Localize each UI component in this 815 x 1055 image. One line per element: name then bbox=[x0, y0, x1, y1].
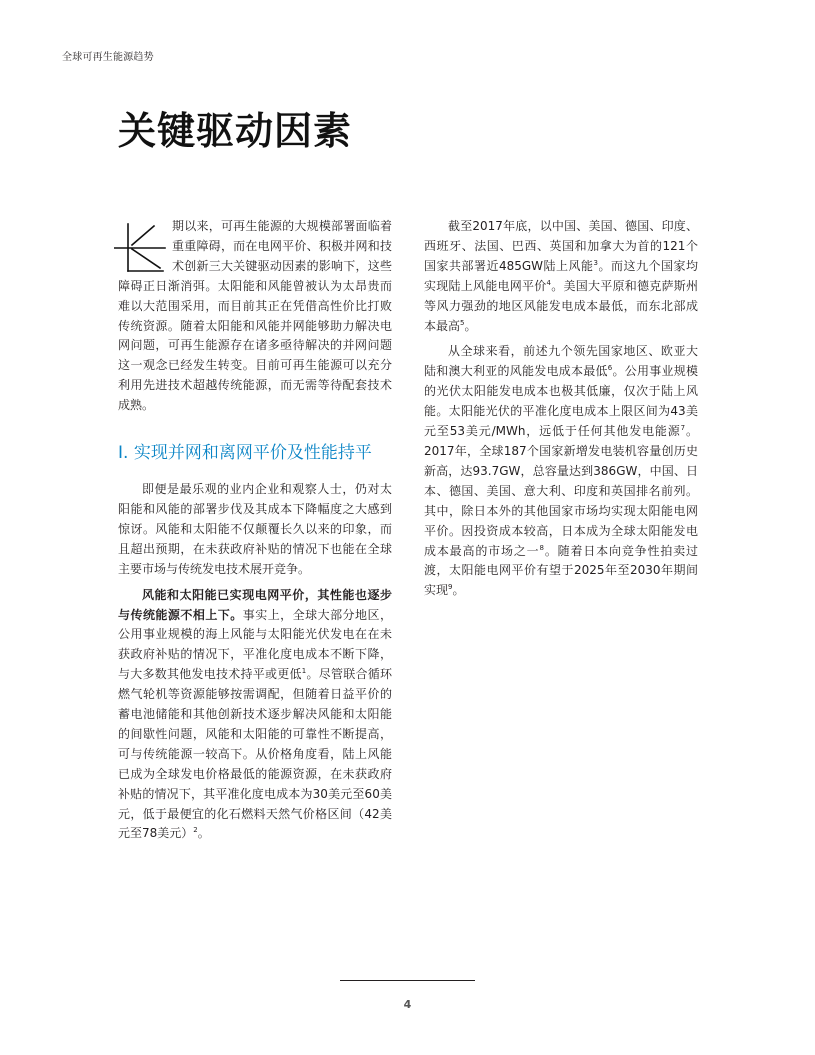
left-column bbox=[118, 217, 392, 844]
body-text: 。 bbox=[197, 826, 210, 841]
page-title: 关键驱动因素 bbox=[118, 109, 353, 153]
body-paragraph-3 bbox=[424, 217, 698, 336]
footnote-ref-8: 8 bbox=[539, 543, 544, 552]
body-text: 截至2017年底，以中国、美国、德国、印度、西班牙、法国、巴西、英国和加拿大为首的121个国家共部署近485GW陆上风能 bbox=[424, 219, 698, 273]
body-text: 。尽管联合循环燃气轮机等资源能够按需调配，但随着日益平价的蓄电池储能和其他创新技术逐步解决风能和太阳能的间歇性问题，风能和太阳能的可靠性不断提高，可与传统能源一较高下。从价格角度看，陆上风能已成为全球发电价格最低的能源资源，在未获政府补贴的情况下，其平准化度电成本为30美元至60美元，低于最便宜的化石燃料天然气价格区间（42美元至78美元） bbox=[118, 667, 392, 841]
footnote-ref-6: 6 bbox=[607, 364, 613, 373]
footnote-ref-7: 7 bbox=[680, 424, 686, 433]
footer-rule bbox=[340, 980, 475, 981]
footnote-ref-2: 2 bbox=[193, 826, 198, 835]
body-text: 。2017年，全球187个国家新增发电装机容量创历史新高，达93.7GW，总容量达到386GW，中国、日本、德国、美国、意大利、印度和英国排名前列。其中，除日本外的其他国家市场均实现太阳能电网平价。因投资成本较高，日本成为全球太阳能发电成本最高的市场之一 bbox=[424, 424, 698, 558]
right-column bbox=[424, 217, 698, 601]
body-text: 。美国大平原和德克萨斯州等风力强劲的地区风能发电成本最低，而东北部成本最高 bbox=[424, 278, 698, 333]
footnote-ref-4: 4 bbox=[546, 278, 551, 287]
body-paragraph-2 bbox=[118, 586, 392, 845]
body-text: 。公用事业规模的光伏太阳能发电成本也极其低廉，仅次于陆上风能。太阳能光伏的平准化度电成本上限区间为43美元至53美元/MWh，远低于任何其他发电能源 bbox=[424, 364, 698, 439]
intro-paragraph bbox=[118, 217, 392, 416]
page-number: 4 bbox=[403, 998, 412, 1011]
intro-text: 期以来，可再生能源的大规模部署面临着重重障碍，而在电网平价、积极并网和技术创新三大关键驱动因素的影响下，这些障碍正日渐消弭。太阳能和风能曾被认为太昂贵而难以大范围采用，而目前其正在凭借高性价比打败传统资源。随着太阳能和风能并网能够助力解决电网问题，可再生能源存在诸多亟待解决的并网问题这一观念已经发生转变。目前可再生能源可以充分利用先进技术超越传统能源，而无需等待配套技术成熟。 bbox=[118, 219, 392, 413]
body-text: 事实上，全球大部分地区，公用事业规模的海上风能与太阳能光伏发电在在未获政府补贴的情况下，平准化度电成本不断下降，与大多数其他发电技术持平或更低 bbox=[118, 607, 392, 682]
running-header: 全球可再生能源趋势 bbox=[62, 52, 154, 63]
footnote-ref-5: 5 bbox=[460, 318, 465, 327]
section-heading: I. 实现并网和离网平价及性能持平 bbox=[118, 443, 372, 464]
dropcap-glyph bbox=[114, 222, 166, 272]
paragraph-lead-bold: 风能和太阳能已实现电网平价，其性能也逐步与传统能源不相上下。 bbox=[118, 587, 392, 622]
body-text: 从全球来看，前述九个领先国家地区、欧亚大陆和澳大利亚的风能发电成本最低 bbox=[424, 344, 698, 379]
body-text: 。而这九个国家均实现陆上风能电网平价 bbox=[424, 258, 698, 293]
body-text: 。 bbox=[452, 583, 465, 598]
footnote-ref-9: 9 bbox=[448, 583, 453, 592]
body-text: 。随着日本向竞争性拍卖过渡，太阳能电网平价有望于2025年至2030年期间实现 bbox=[424, 543, 698, 598]
footnote-ref-1: 1 bbox=[301, 667, 307, 676]
body-text: 。 bbox=[464, 318, 477, 333]
body-paragraph-1: 即便是最乐观的业内企业和观察人士，仍对太阳能和风能的部署步伐及其成本下降幅度之大感到惊讶。风能和太阳能不仅颠覆长久以来的印象，而且超出预期，在未获政府补贴的情况下也能在全球主要市场与传统发电技术展开竞争。 bbox=[118, 482, 392, 576]
footnote-ref-3: 3 bbox=[593, 258, 599, 267]
body-paragraph-4 bbox=[424, 342, 698, 601]
